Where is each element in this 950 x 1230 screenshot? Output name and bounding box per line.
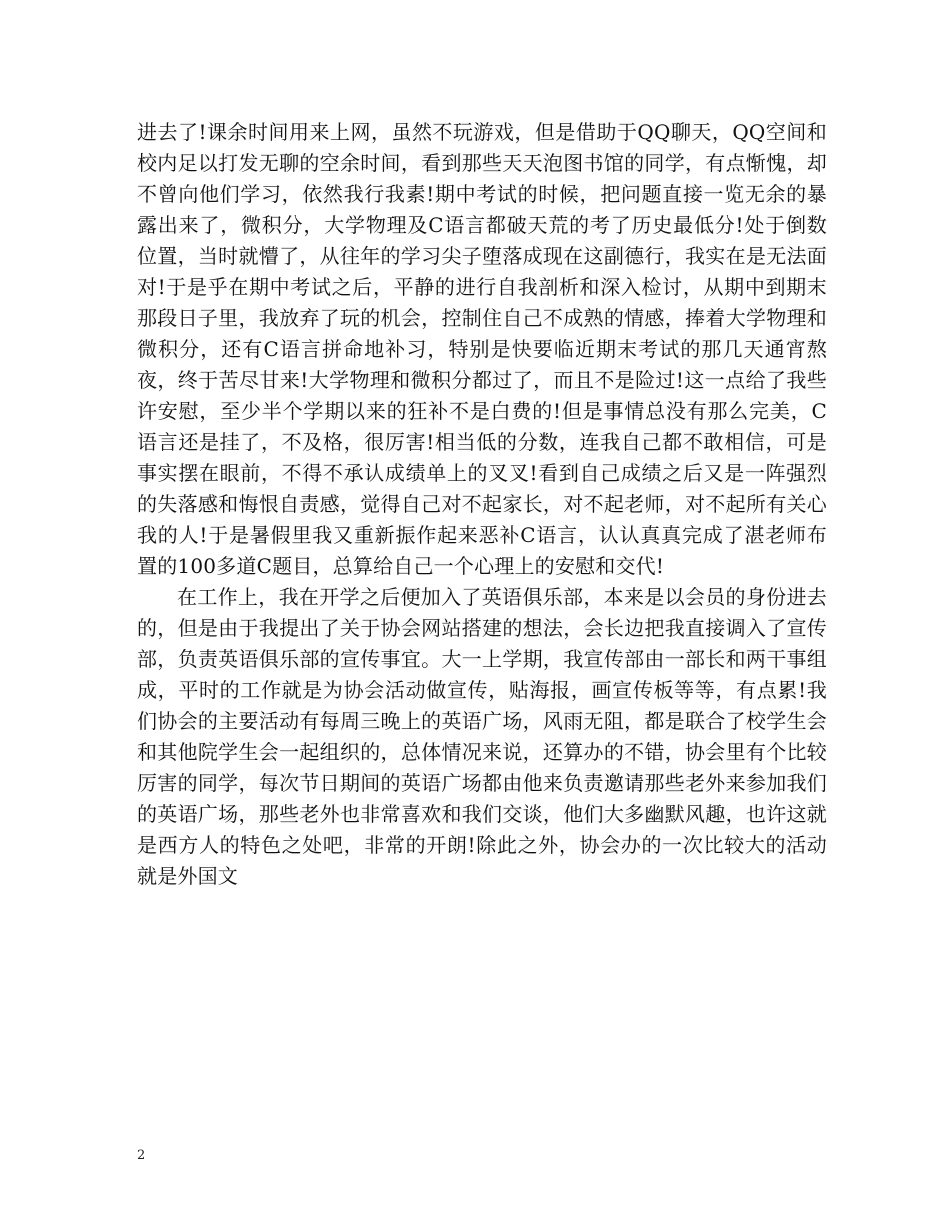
page-number: 2 [137, 1148, 146, 1163]
paragraph-1: 进去了!课余时间用来上网，虽然不玩游戏，但是借助于QQ聊天，QQ空间和校内足以打发无聊的空余时间，看到那些天天泡图书馆的同学，有点惭愧，却不曾向他们学习，依然我行我素!期中考试的时候，把问题直接一览无余的暴露出来了，微积分，大学物理及C语言都破天荒的考了历史最低分!处于倒数位置，当时就懵了，从往年的学习尖子堕落成现在这副德行，我实在是无法面对!于是乎在期中考试之后，平静的进行自我剖析和深入检讨，从期中到期末那段日子里，我放弃了玩的机会，控制住自己不成熟的情感，捧着大学物理和微积分，还有C语言拼命地补习，特别是快要临近期末考试的那几天通宵熬夜，终于苦尽甘来!大学物理和微积分都过了，而且不是险过!这一点给了我些许安慰，至少半个学期以来的狂补不是白费的!但是事情总没有那么完美，C语言还是挂了，不及格，很厉害!相当低的分数，连我自己都不敢相信，可是事实摆在眼前，不得不承认成绩单上的叉叉!看到自己成绩之后又是一阵强烈的失落感和悔恨自责感，觉得自己对不起家长，对不起老师，对不起所有关心我的人!于是暑假里我又重新振作起来恶补C语言，认认真真完成了湛老师布置的100多道C题目，总算给自己一个心理上的安慰和交代! [137, 120, 827, 578]
paragraph-2: 在工作上，我在开学之后便加入了英语俱乐部，本来是以会员的身份进去的，但是由于我提出了关于协会网站搭建的想法，会长边把我直接调入了宣传部，负责英语俱乐部的宣传事宜。大一上学期，我宣传部由一部长和两干事组成，平时的工作就是为协会活动做宣传，贴海报，画宣传板等等，有点累!我们协会的主要活动有每周三晚上的英语广场，风雨无阻，都是联合了校学生会和其他院学生会一起组织的，总体情况来说，还算办的不错，协会里有个比较厉害的同学，每次节日期间的英语广场都由他来负责邀请那些老外来参加我们的英语广场，那些老外也非常喜欢和我们交谈，他们大多幽默风趣，也许这就是西方人的特色之处吧，非常的开朗!除此之外，协会办的一次比较大的活动就是外国文 [137, 585, 827, 888]
body-text [137, 117, 827, 892]
